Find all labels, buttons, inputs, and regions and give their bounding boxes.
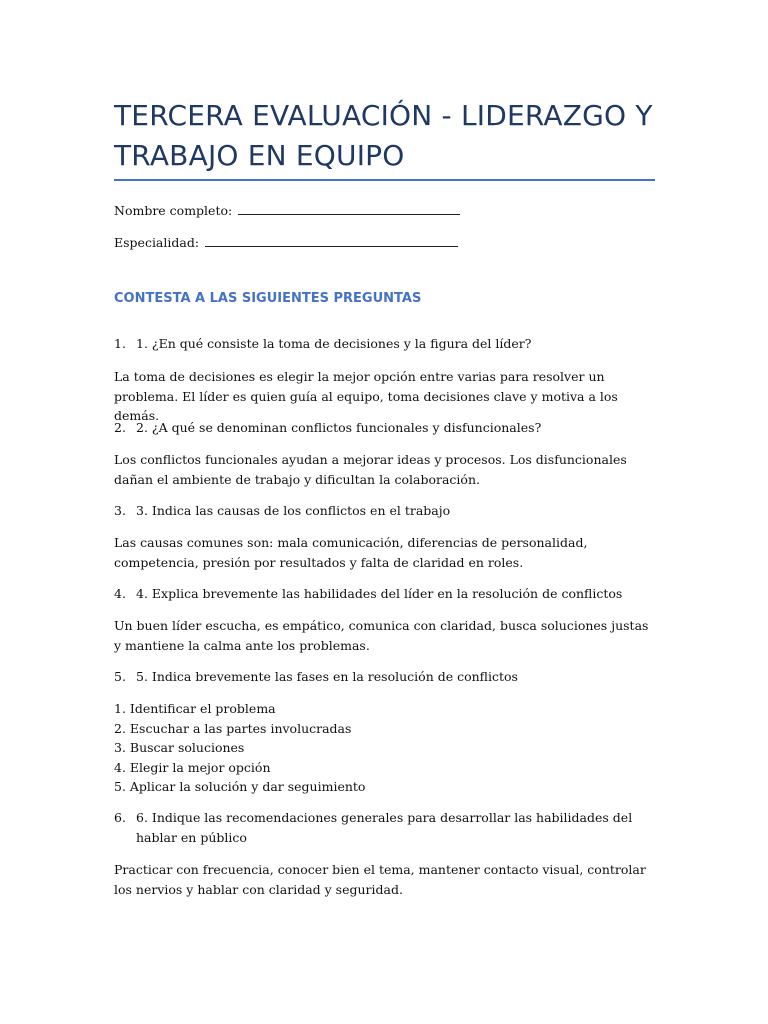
question-number: 3. [114, 503, 126, 518]
question-text: 1. ¿En qué consiste la toma de decisiones y la figura del líder? [136, 336, 532, 351]
question-text: 2. ¿A qué se denominan conflictos funcionales y disfuncionales? [136, 420, 542, 435]
list-item: 5. Aplicar la solución y dar seguimiento [114, 779, 366, 794]
list-item: 2. Escuchar a las partes involucradas [114, 720, 352, 736]
list-item: 3. Buscar soluciones [114, 740, 245, 755]
question-3 [114, 501, 654, 521]
question-number: 1. [114, 336, 126, 351]
title-underline [114, 179, 655, 181]
name-field [114, 202, 460, 220]
name-label: Nombre completo: [114, 203, 233, 218]
question-4 [114, 584, 654, 604]
question-1 [114, 334, 654, 354]
question-text: 6. Indique las recomendaciones generales para desarrollar las habilidades del hablar en público [136, 810, 633, 845]
answer-4: Un buen líder escucha, es empático, comunica con claridad, busca soluciones justas y mantiene la calma ante los problemas. [114, 618, 649, 653]
question-2 [114, 418, 654, 438]
answer-3: Las causas comunes son: mala comunicación, diferencias de personalidad, competencia, presión por resultados y falta de claridad en roles. [114, 535, 588, 570]
question-6 [114, 808, 654, 847]
specialty-field [114, 234, 458, 252]
list-item: 1. Identificar el problema [114, 701, 276, 716]
answer-1: La toma de decisiones es elegir la mejor opción entre varias para resolver un problema. El líder es quien guía al equipo, toma decisiones clave y motiva a los demás. [114, 369, 618, 423]
name-blank-line [238, 202, 460, 215]
specialty-blank-line [205, 234, 458, 247]
question-number: 2. [114, 420, 126, 435]
section-heading: CONTESTA A LAS SIGUIENTES PREGUNTAS [114, 291, 422, 306]
answer-5-list [114, 699, 654, 797]
title-line-1: TERCERA EVALUACIÓN - LIDERAZGO Y [114, 99, 653, 132]
question-number: 6. [114, 810, 126, 825]
title-line-2: TRABAJO EN EQUIPO [114, 139, 405, 172]
question-text: 3. Indica las causas de los conflictos en el trabajo [136, 503, 451, 518]
document-title [114, 96, 674, 176]
answer-6: Practicar con frecuencia, conocer bien el tema, mantener contacto visual, controlar los nervios y hablar con claridad y seguridad. [114, 862, 646, 897]
question-5 [114, 667, 654, 687]
question-number: 5. [114, 669, 126, 684]
specialty-label: Especialidad: [114, 235, 200, 250]
question-text: 5. Indica brevemente las fases en la resolución de conflictos [136, 669, 518, 684]
answer-2: Los conflictos funcionales ayudan a mejorar ideas y procesos. Los disfuncionales dañan el ambiente de trabajo y dificultan la colaboración. [114, 452, 627, 487]
question-text: 4. Explica brevemente las habilidades del líder en la resolución de conflictos [136, 586, 623, 601]
question-number: 4. [114, 586, 126, 601]
list-item: 4. Elegir la mejor opción [114, 759, 271, 775]
